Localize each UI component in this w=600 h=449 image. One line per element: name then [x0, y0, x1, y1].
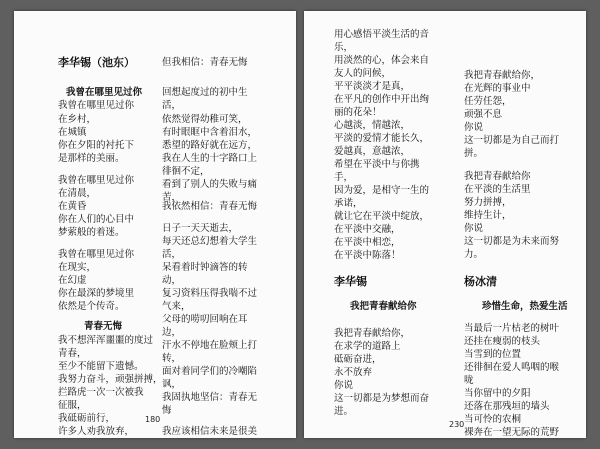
poem-line: 依然觉得幼稚可笑，: [162, 114, 248, 125]
poem-line: 回想起度过的初中生: [162, 87, 248, 98]
poem-line: 在清晨，: [58, 188, 97, 199]
poem-line: 我曾在哪里见过你: [58, 249, 135, 260]
poem-line: 我在人生的十字路口上: [162, 153, 258, 164]
poem-line: 咙: [464, 375, 474, 386]
poem-line: 有时眼眶中含着泪水，: [162, 127, 258, 138]
poem-line: 讽，: [162, 379, 182, 390]
poem-line: 努力拼搏，: [464, 197, 512, 208]
poem-line: 依然是个传奇。: [58, 301, 125, 312]
poem-line: 在乡村，: [58, 114, 97, 125]
poem-line: 当雪到的位置: [464, 349, 522, 360]
poem-line: 我把青春献给你: [464, 171, 531, 182]
poem-line: 但我相信：青春无悔: [162, 57, 248, 68]
poem-line: 我砥砺前行，: [58, 413, 116, 424]
author-name: 杨冰清: [464, 275, 497, 288]
poem-line: 在平淡中交融，: [334, 224, 401, 235]
poem-line: 我应该相信未来是很美: [162, 426, 258, 437]
poem-line: 看到了别人的失败与痛: [162, 179, 258, 190]
poem-line: 汗水不停地在脸颊上打: [162, 340, 258, 351]
poem-line: 动，: [162, 275, 182, 286]
poem-line: 青春，: [58, 348, 87, 359]
poem-line: 你在人们的心目中: [58, 214, 135, 225]
poem-line: 拦路虎一次一次被我: [58, 387, 144, 398]
poem-line: 徘徊不定，: [162, 166, 210, 177]
poem-line: 友人的问候，: [334, 68, 392, 79]
poem-line: 你在最深的梦境里: [58, 288, 135, 299]
poem-line: 永不放弃: [334, 367, 373, 378]
poem-line: 我努力奋斗，顽强拼搏，: [58, 374, 163, 385]
poem-line: 还徘徊在爱人鸣咽的喉: [464, 362, 560, 373]
poem-line: 我依然相信：青春无悔: [162, 201, 258, 212]
poem-line: 因为爱，是相守一生的: [334, 185, 430, 196]
poem-line: 悔: [162, 405, 172, 416]
poem-line: 这一切都是为梦想而奋: [334, 393, 430, 404]
left-page: [14, 11, 296, 438]
poem-line: 希望在平淡中与你携: [334, 159, 420, 170]
poem-line: 平淡的爱情才能长久，: [334, 133, 430, 144]
poem-line: 你在夕阳的衬托下: [58, 140, 135, 151]
poem-line: 在平淡中相恋，: [334, 237, 401, 248]
poem-line: 维持生计，: [464, 210, 512, 221]
poem-title: 我曾在哪里见过你: [66, 87, 143, 98]
poem-line: 裸奔在一望无际的荒野: [464, 427, 560, 438]
poem-line: 你说: [464, 223, 484, 234]
author-name: 李华锡（池东）: [58, 56, 135, 69]
poem-line: 当最后一片枯老的树叶: [464, 323, 560, 334]
poem-line: 你说: [334, 380, 354, 391]
poem-line: 至少不能留下遗憾。: [58, 361, 144, 372]
poem-line: 面对着同学们的冷嘲陷: [162, 366, 258, 377]
poem-line: 还落在那残垣的墙头: [464, 401, 550, 412]
poem-line: 心越淡，情越浓，: [334, 120, 411, 131]
poem-line: 用淡然的心，体会来自: [334, 55, 430, 66]
poem-line: 进。: [334, 406, 354, 417]
poem-title: 我把青春献给你: [350, 301, 417, 312]
poem-line: 我把青春献给你，: [464, 70, 541, 81]
poem-line: 在平凡的创作中开出绚: [334, 94, 430, 105]
poem-title: 珍惜生命，热爱生活: [482, 301, 568, 312]
poem-line: 任劳任怨，: [464, 96, 512, 107]
poem-line: 父母的唠叨回响在耳: [162, 314, 248, 325]
poem-line: 在平淡的生活里: [464, 184, 531, 195]
poem-line: 在平淡中陈落！: [334, 250, 401, 261]
author-name: 李华锡: [334, 275, 367, 288]
poem-line: 气来，: [162, 301, 191, 312]
poem-line: 在幻虚: [58, 275, 87, 286]
poem-line: 爱越真，意越浓，: [334, 146, 411, 157]
poem-line: 我固执地坚信：青春无: [162, 392, 258, 403]
poem-title: 青春无悔: [84, 321, 123, 332]
poem-line: 这一切都是为未来而努: [464, 236, 560, 247]
poem-line: 复习资料压得我喘不过: [162, 288, 258, 299]
poem-line: 在求学的道路上: [334, 341, 401, 352]
poem-line: 还挂在瘦弱的枝头: [464, 336, 541, 347]
poem-line: 日子一天天逝去，: [162, 223, 239, 234]
poem-line: 用心感悟平淡生活的音: [334, 29, 430, 40]
poem-line: 力。: [464, 249, 484, 260]
poem-line: 我把青春献给你，: [334, 328, 411, 339]
poem-line: 顽强不息: [464, 109, 503, 120]
poem-line: 梦萦般的着迷。: [58, 227, 125, 238]
poem-line: 拼。: [464, 148, 484, 159]
poem-line: 在现实，: [58, 262, 97, 273]
poem-line: 呆看着时钟滴答的转: [162, 262, 248, 273]
poem-line: 就让它在平淡中绽放，: [334, 211, 430, 222]
poem-line: 许多人劝我放弃，: [58, 426, 135, 437]
poem-line: 活，: [162, 100, 182, 111]
poem-line: 苦，: [162, 192, 182, 203]
poem-line: 我不想浑浑噩噩的度过: [58, 335, 154, 346]
poem-line: 我曾在哪里见过你: [58, 100, 135, 111]
poem-line: 在黄昏: [58, 201, 87, 212]
right-page-number: 230: [449, 420, 465, 429]
poem-line: 我曾在哪里见过你: [58, 175, 135, 186]
poem-line: 转，: [162, 353, 182, 364]
poem-line: 在光辉的事业中: [464, 83, 531, 94]
poem-line: 承诺，: [334, 198, 363, 209]
poem-line: 悉望的路好就在远方，: [162, 140, 258, 151]
poem-line: 丽的花朵！: [334, 107, 382, 118]
poem-line: 边，: [162, 327, 182, 338]
poem-line: 平平淡淡才是真，: [334, 81, 411, 92]
poem-line: 当可怜的农桐: [464, 414, 522, 425]
right-page: [304, 11, 586, 438]
poem-line: 每天还总幻想着大学生: [162, 236, 258, 247]
poem-line: 砥砺奋进，: [334, 354, 382, 365]
left-page-number: 180: [145, 415, 161, 424]
poem-line: 手，: [334, 172, 354, 183]
poem-line: 活，: [162, 249, 182, 260]
poem-line: 乐，: [334, 42, 354, 53]
poem-line: 你说: [464, 122, 484, 133]
poem-line: 征服，: [58, 400, 87, 411]
poem-line: 在城镇: [58, 127, 87, 138]
poem-line: 当你留中的夕阳: [464, 388, 531, 399]
poem-line: 这一切都是为自己而打: [464, 135, 560, 146]
poem-line: 是那样的美丽。: [58, 153, 125, 164]
